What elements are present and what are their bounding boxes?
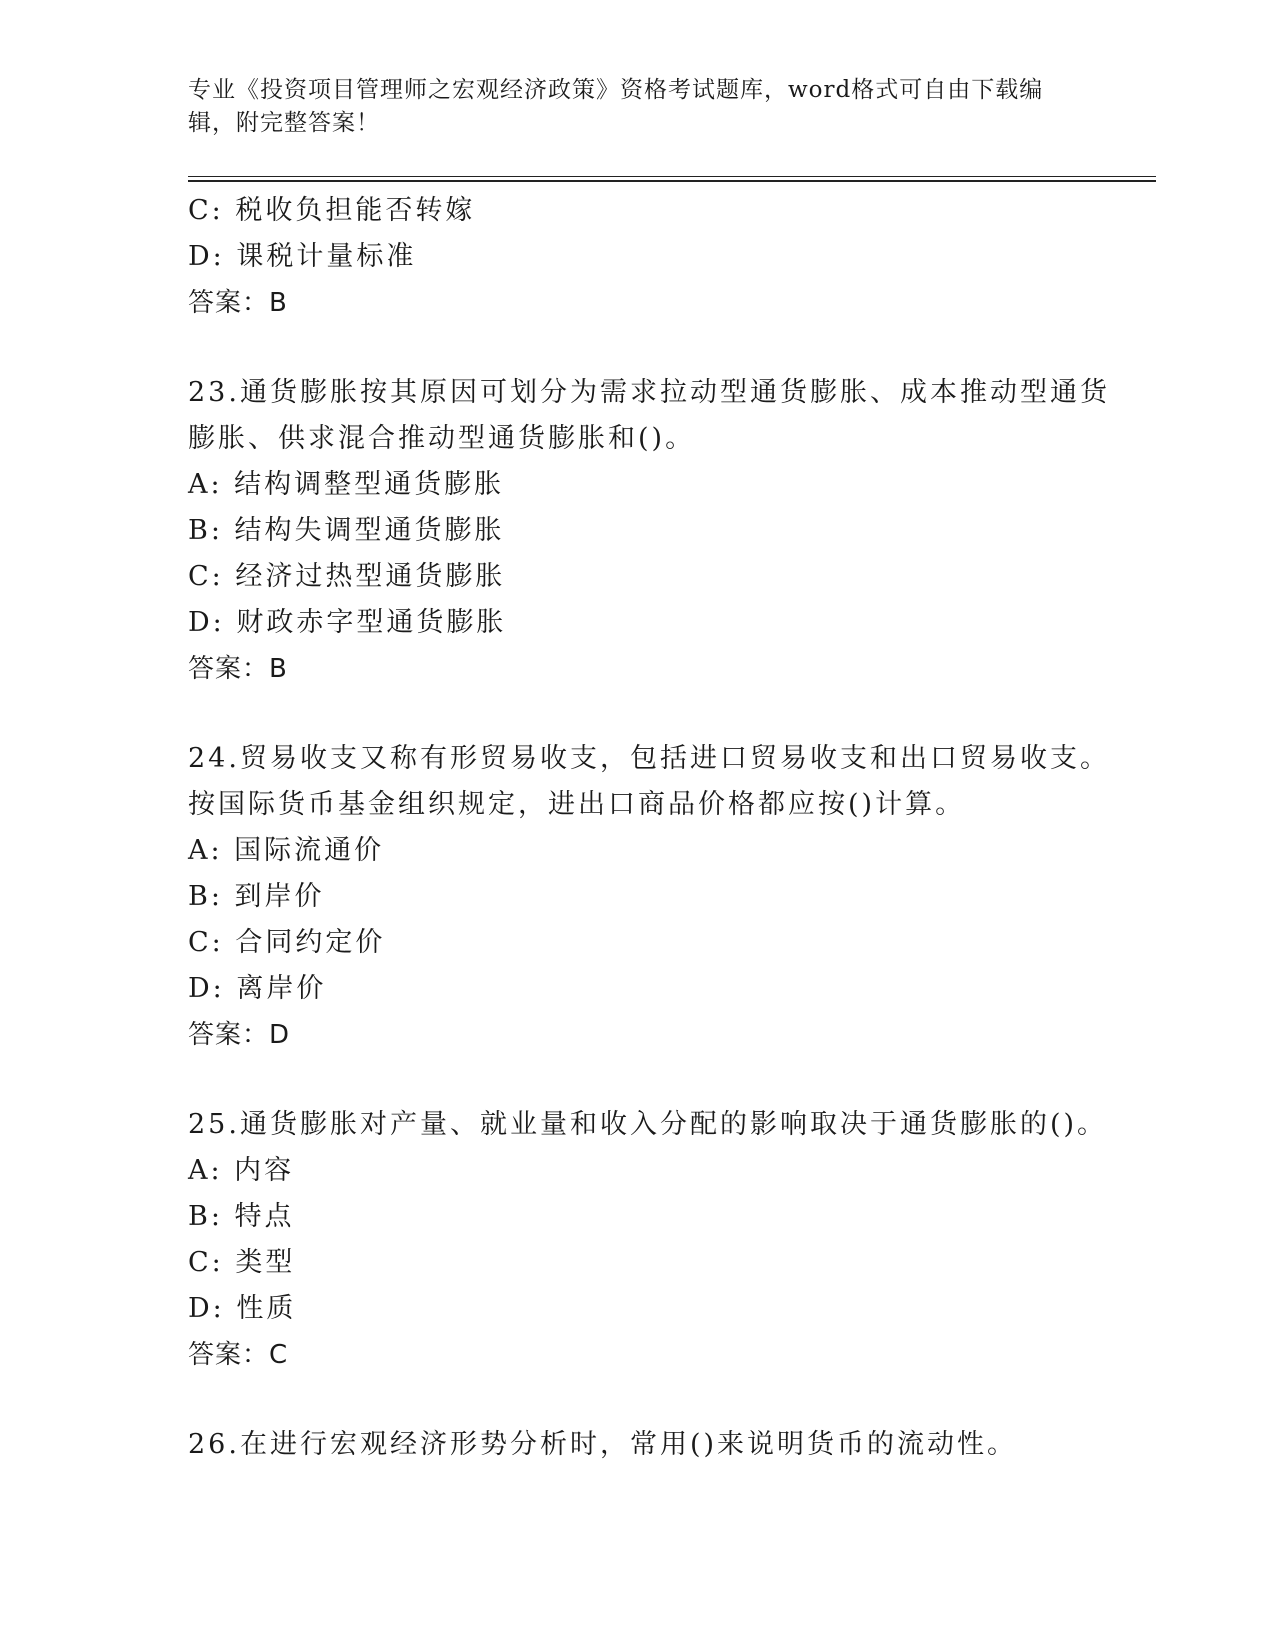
option-c: C: 经济过热型通货膨胀 (188, 561, 506, 592)
option-c: C: 税收负担能否转嫁 (188, 195, 476, 226)
option-a: A: 结构调整型通货膨胀 (188, 469, 505, 500)
option-d: D: 财政赤字型通货膨胀 (188, 607, 507, 638)
option-c: C: 合同约定价 (188, 927, 386, 958)
question-text: 25.通货膨胀对产量、就业量和收入分配的影响取决于通货膨胀的()。 (188, 1109, 1108, 1140)
answer-line: 答案：C (188, 1340, 289, 1370)
spacer (188, 326, 1148, 370)
question-text: 23.通货膨胀按其原因可划分为需求拉动型通货膨胀、成本推动型通货 (188, 377, 1110, 408)
answer-line: 答案：D (188, 1020, 291, 1050)
option-d: D: 课税计量标准 (188, 241, 417, 272)
option-d: D: 性质 (188, 1293, 297, 1324)
question-block (188, 736, 1148, 1058)
option-a: A: 国际流通价 (188, 835, 385, 866)
question-text: 按国际货币基金组织规定，进出口商品价格都应按()计算。 (188, 789, 966, 820)
question-text: 膨胀、供求混合推动型通货膨胀和()。 (188, 423, 696, 454)
spacer (188, 692, 1148, 736)
option-a: A: 内容 (188, 1155, 295, 1186)
header-rule-thin (188, 176, 1156, 177)
question-text: 24.贸易收支又称有形贸易收支，包括进口贸易收支和出口贸易收支。 (188, 743, 1110, 774)
option-c: C: 类型 (188, 1247, 296, 1278)
option-b: B: 到岸价 (188, 881, 325, 912)
header-rule-thick (188, 180, 1156, 182)
spacer (188, 1058, 1148, 1102)
option-d: D: 离岸价 (188, 973, 327, 1004)
question-text: 26.在进行宏观经济形势分析时，常用()来说明货币的流动性。 (188, 1429, 1018, 1460)
question-block (188, 1422, 1148, 1468)
document-header: 专业《投资项目管理师之宏观经济政策》资格考试题库，word格式可自由下载编辑，附完整答案！ (188, 77, 1044, 136)
option-b: B: 结构失调型通货膨胀 (188, 515, 505, 546)
question-list (188, 188, 1148, 1468)
answer-line: 答案：B (188, 654, 288, 684)
question-block (188, 188, 1148, 326)
option-b: B: 特点 (188, 1201, 295, 1232)
question-block (188, 1102, 1148, 1378)
spacer (188, 1378, 1148, 1422)
answer-line: 答案：B (188, 288, 288, 318)
question-block (188, 370, 1148, 692)
